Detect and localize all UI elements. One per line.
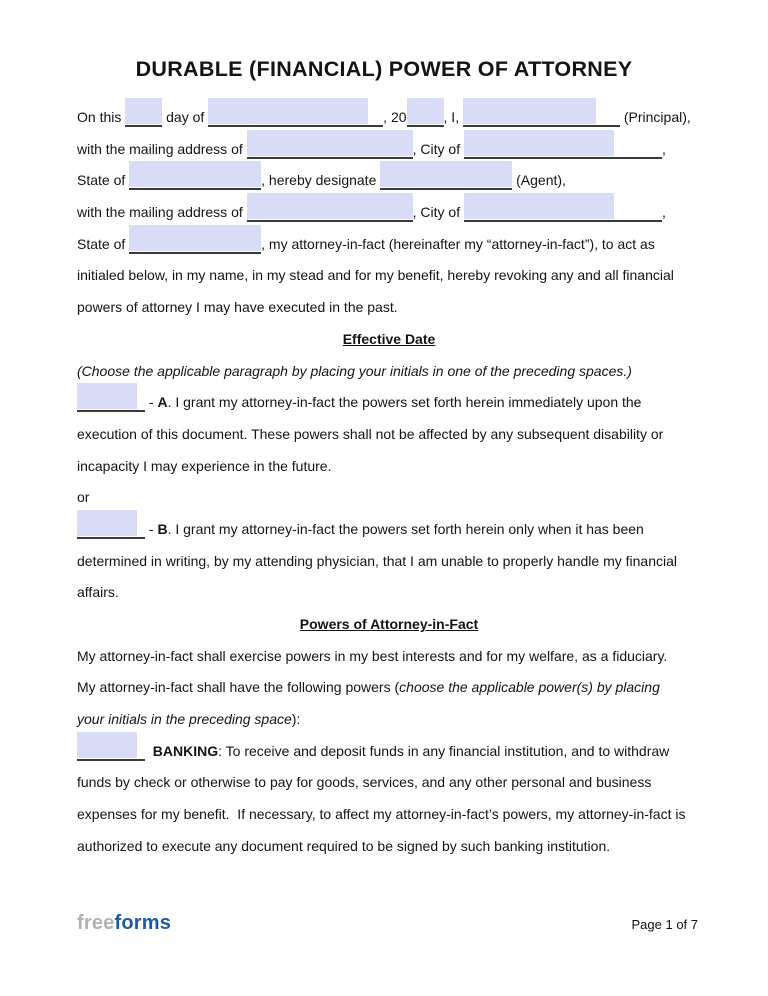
blank-principal-address[interactable] [247, 145, 413, 159]
text-segment: choose the applicable power(s) by placing [399, 679, 660, 696]
text-segment: A [157, 394, 168, 411]
text-segment: or [77, 489, 90, 506]
powers-line-3 [77, 704, 701, 736]
logo-forms-text: forms [114, 912, 172, 934]
heading-effective-date [77, 324, 701, 356]
text-segment: funds by check or otherwise to pay for goods, services, and any other personal and business [77, 774, 652, 791]
text-segment: , hereby designate [261, 172, 381, 189]
text-segment: (Agent), [512, 172, 566, 189]
text-segment: your initials in the preceding space [77, 711, 292, 728]
freeforms-logo [77, 912, 171, 935]
option-b-line-2 [77, 546, 701, 578]
heading-powers [77, 609, 701, 641]
banking-line-2 [77, 767, 701, 799]
text-segment: State of [77, 172, 130, 189]
blank-day[interactable] [125, 113, 162, 127]
option-b-line-1 [77, 514, 701, 546]
document-body [77, 102, 701, 863]
text-segment: On this [77, 109, 126, 125]
text-segment: B [157, 520, 168, 537]
opening-line-5 [77, 229, 701, 261]
blank-initials-option-a[interactable] [77, 398, 145, 412]
text-segment: My attorney-in-fact shall have the following powers ( [77, 679, 400, 696]
text-segment: . I grant my attorney-in-fact the powers set forth herein only when it has been [167, 520, 644, 537]
or-line [77, 482, 701, 514]
blank-agent-address[interactable] [247, 208, 413, 222]
text-segment: - [145, 394, 158, 411]
blank-agent-state[interactable] [129, 240, 261, 254]
blank-principal-city[interactable] [464, 145, 662, 159]
text-segment: affairs. [77, 584, 119, 601]
text-segment: with the mailing address of [77, 204, 247, 221]
text-segment: authorized to execute any document required to be signed by such banking institution. [77, 837, 611, 854]
text-segment: (Principal), [619, 109, 691, 125]
heading-powers-text: Powers of Attorney-in-Fact [299, 616, 479, 632]
page-footer [77, 912, 698, 935]
text-segment: , I, [443, 109, 463, 125]
text-segment: . I grant my attorney-in-fact the powers set forth herein immediately upon the [167, 394, 642, 411]
blank-initials-banking[interactable] [77, 747, 145, 761]
banking-line-3 [77, 799, 701, 831]
text-segment: determined in writing, by my attending physician, that I am unable to properly handle my financial [77, 552, 677, 569]
text-segment: (Choose the applicable paragraph by placing your initials in one of the preceding spaces.) [77, 362, 632, 379]
blank-year[interactable] [407, 113, 444, 127]
text-segment: , City of [412, 140, 464, 157]
text-segment: - [145, 520, 158, 537]
text-segment: : To receive and deposit funds in any financial institution, and to withdraw [218, 742, 670, 759]
banking-line-1 [77, 736, 701, 768]
powers-line-2 [77, 672, 701, 704]
option-a-line-3 [77, 451, 701, 483]
text-segment: My attorney-in-fact shall exercise powers in my best interests and for my welfare, as a fiduciary. [77, 647, 668, 664]
text-segment: with the mailing address of [77, 140, 247, 157]
option-b-line-3 [77, 577, 701, 609]
blank-agent-name[interactable] [380, 176, 512, 190]
text-segment: , my attorney-in-fact (hereinafter my “attorney-in-fact”), to act as [261, 235, 655, 252]
option-a-line-1 [77, 387, 701, 419]
text-segment: incapacity I may experience in the future. [77, 457, 332, 474]
logo-free-text: free [77, 912, 115, 934]
text-segment [145, 743, 153, 759]
blank-initials-option-b[interactable] [77, 525, 145, 539]
text-segment: , [662, 204, 666, 221]
banking-line-4 [77, 831, 701, 863]
text-segment: State of [77, 235, 130, 252]
opening-line-6 [77, 260, 701, 292]
opening-line-7 [77, 292, 701, 324]
effective-date-instruction [77, 356, 701, 388]
blank-agent-city[interactable] [464, 208, 662, 222]
page-number: Page 1 of 7 [631, 917, 698, 932]
blank-principal-state[interactable] [129, 176, 261, 190]
option-a-line-2 [77, 419, 701, 451]
powers-line-1 [77, 641, 701, 673]
text-segment: , City of [412, 204, 464, 221]
text-segment: BANKING [152, 742, 219, 759]
text-segment: initialed below, in my name, in my stead and for my benefit, hereby revoking any and all financial [77, 267, 674, 284]
blank-month[interactable] [208, 113, 383, 127]
document-title: DURABLE (FINANCIAL) POWER OF ATTORNEY [135, 57, 633, 81]
text-segment: powers of attorney I may have executed in the past. [77, 299, 398, 316]
text-segment: execution of this document. These powers shall not be affected by any subsequent disability or [77, 425, 664, 442]
text-segment: day of [162, 109, 209, 125]
blank-principal-name[interactable] [463, 113, 620, 127]
text-segment: ): [291, 711, 301, 728]
text-segment: , [662, 140, 666, 157]
text-segment: , 20 [383, 109, 407, 125]
text-segment: expenses for my benefit. If necessary, to affect my attorney-in-fact’s powers, my attorney-in-fact is [77, 806, 686, 823]
heading-effective-date-text: Effective Date [342, 330, 436, 347]
